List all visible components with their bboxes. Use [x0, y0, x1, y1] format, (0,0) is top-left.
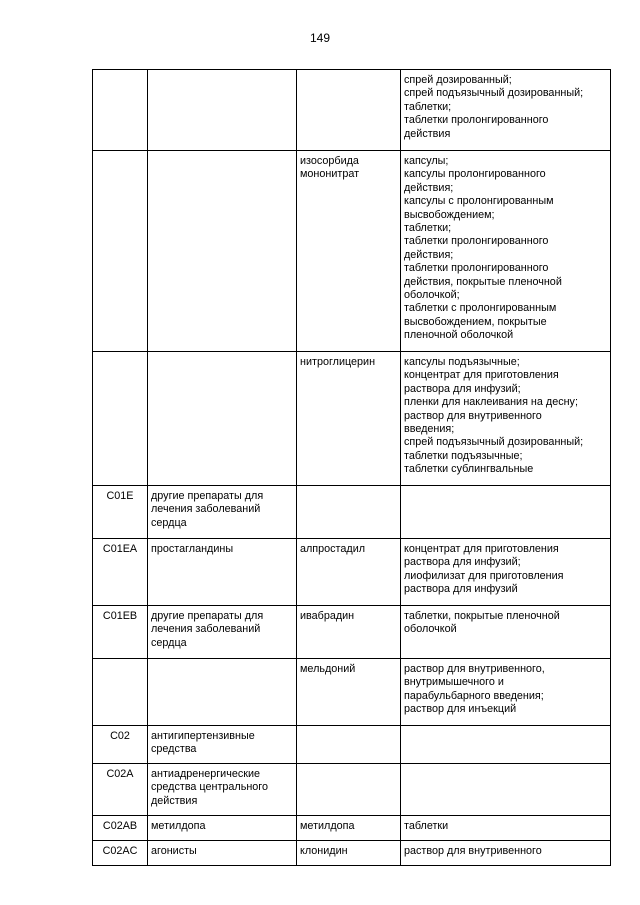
- inn-cell: мельдоний: [297, 659, 401, 726]
- group-cell: [148, 659, 297, 726]
- inn-cell: [297, 726, 401, 764]
- table-row: [93, 70, 611, 151]
- group-cell: [148, 352, 297, 486]
- table-row: [93, 841, 611, 866]
- drug-classification-table: [92, 69, 611, 866]
- dosage-forms-cell: [401, 764, 611, 816]
- dosage-forms-cell: концентрат для приготовления раствора для инфузий; лиофилизат для приготовления раствора для инфузий: [401, 539, 611, 606]
- table-row: [93, 726, 611, 764]
- table-row: [93, 606, 611, 659]
- dosage-forms-cell: раствор для внутривенного: [401, 841, 611, 866]
- atc-code-cell: C02AC: [93, 841, 148, 866]
- atc-code-cell: [93, 151, 148, 352]
- atc-code-cell: C02A: [93, 764, 148, 816]
- atc-code-cell: [93, 659, 148, 726]
- group-cell: антигипертензивные средства: [148, 726, 297, 764]
- group-cell: [148, 151, 297, 352]
- dosage-forms-cell: капсулы подъязычные; концентрат для приготовления раствора для инфузий; пленки для наклеивания на десну; раствор для внутривенного введения; спрей подъязычный дозированный; таблетки подъязычные; таблетки сублингвальные: [401, 352, 611, 486]
- group-cell: другие препараты для лечения заболеваний сердца: [148, 606, 297, 659]
- atc-code-cell: C01EA: [93, 539, 148, 606]
- dosage-forms-cell: [401, 726, 611, 764]
- inn-cell: [297, 764, 401, 816]
- atc-code-cell: [93, 70, 148, 151]
- group-cell: [148, 70, 297, 151]
- table-row: [93, 486, 611, 539]
- inn-cell: клонидин: [297, 841, 401, 866]
- table-row: [93, 816, 611, 841]
- table-row: [93, 352, 611, 486]
- dosage-forms-cell: раствор для внутривенного, внутримышечного и парабульбарного введения; раствор для инъекций: [401, 659, 611, 726]
- table-row: [93, 659, 611, 726]
- atc-code-cell: [93, 352, 148, 486]
- inn-cell: изосорбида мононитрат: [297, 151, 401, 352]
- group-cell: агонисты: [148, 841, 297, 866]
- table-row: [93, 151, 611, 352]
- group-cell: простагландины: [148, 539, 297, 606]
- inn-cell: метилдопа: [297, 816, 401, 841]
- group-cell: другие препараты для лечения заболеваний сердца: [148, 486, 297, 539]
- dosage-forms-cell: капсулы; капсулы пролонгированного действия; капсулы с пролонгированным высвобождением; таблетки; таблетки пролонгированного действия; таблетки пролонгированного действия, покрытые пленочной оболочкой; таблетки с пролонгированным высвобождением, покрытые пленочной оболочкой: [401, 151, 611, 352]
- dosage-forms-cell: таблетки, покрытые пленочной оболочкой: [401, 606, 611, 659]
- table-row: [93, 764, 611, 816]
- table-row: [93, 539, 611, 606]
- group-cell: метилдопа: [148, 816, 297, 841]
- inn-cell: ивабрадин: [297, 606, 401, 659]
- atc-code-cell: C02: [93, 726, 148, 764]
- atc-code-cell: C01EB: [93, 606, 148, 659]
- dosage-forms-cell: спрей дозированный; спрей подъязычный дозированный; таблетки; таблетки пролонгированного действия: [401, 70, 611, 151]
- inn-cell: нитроглицерин: [297, 352, 401, 486]
- inn-cell: алпростадил: [297, 539, 401, 606]
- inn-cell: [297, 70, 401, 151]
- inn-cell: [297, 486, 401, 539]
- dosage-forms-cell: [401, 486, 611, 539]
- atc-code-cell: C01E: [93, 486, 148, 539]
- atc-code-cell: C02AB: [93, 816, 148, 841]
- group-cell: антиадренергические средства центрального действия: [148, 764, 297, 816]
- page-number: 149: [309, 31, 331, 45]
- dosage-forms-cell: таблетки: [401, 816, 611, 841]
